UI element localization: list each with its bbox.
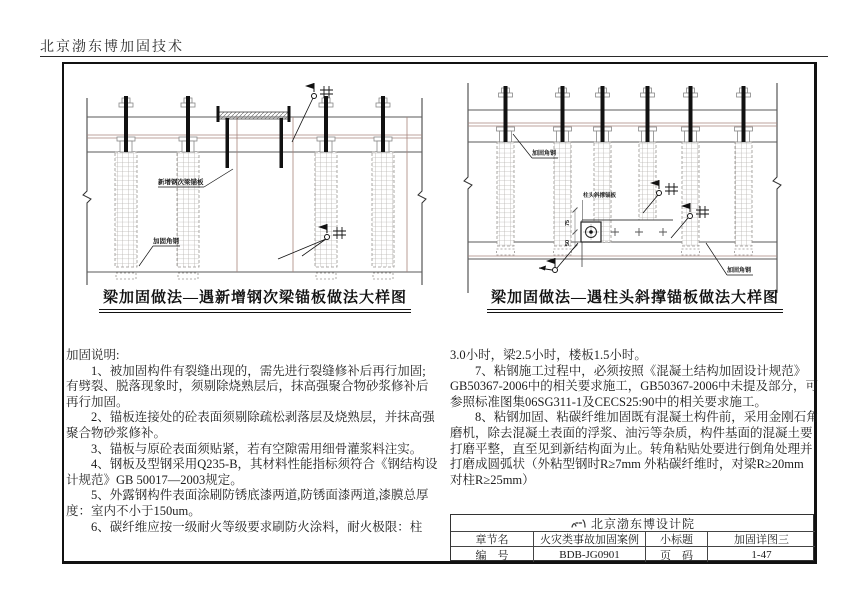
- anchor-bolts: [497, 86, 753, 142]
- note-line: 4、钢板及型钢采用Q235-B，其材料性能指标须符合《钢结构设: [66, 457, 438, 472]
- note-line: GB50367-2006中的相关要求施工，GB50367-2006中未提及部分，可: [450, 379, 819, 394]
- secondary-beam-anchor-plate: [217, 106, 291, 168]
- note-line: 3、锚板与原砼表面须贴紧，若有空隙需用细骨灌浆料注实。: [66, 441, 423, 456]
- notes-title: 加固说明:: [66, 348, 120, 362]
- note-line: 磨机，除去混凝土表面的浮浆、油污等杂质，构件基面的混凝土要: [450, 425, 813, 440]
- institute-name: 北京渤东博设计院: [590, 516, 695, 531]
- note-line: 度：室内不小于150um。: [66, 503, 201, 518]
- svg-text:柱头斜撑锚板: 柱头斜撑锚板: [583, 193, 617, 199]
- weld-symbol-icon: [539, 243, 578, 273]
- note-line: 参照标准图集06SG311-1及CECS25:90中的相关要求施工。: [450, 394, 767, 409]
- sheet-header-title: 北京渤东博加固技术: [40, 40, 184, 55]
- note-line: 5、外露钢构件表面涂刷防锈底漆两道,防锈面漆两道,漆膜总厚: [66, 488, 429, 503]
- note-line: 有劈裂、脱落现象时，须剔除烧熟层后，抹高强聚合物砂浆修补后: [66, 379, 429, 394]
- institute-row: [451, 515, 815, 531]
- left-diagram-caption: 梁加固做法—遇新增钢次梁锚板做法大样图: [62, 286, 448, 313]
- break-line-left: [464, 83, 472, 293]
- note-line: 3.0小时，梁2.5小时，楼板1.5小时。: [450, 348, 647, 362]
- break-line-left: [83, 98, 91, 285]
- note-line: 1、被加固构件有裂缝出现的，需先进行裂缝修补后再行加固;: [66, 363, 426, 378]
- number-label: 编 号: [451, 546, 533, 562]
- note-line: 对柱R≥25mm）: [450, 472, 535, 487]
- anchor-bolts: [117, 96, 392, 152]
- note-line: 聚合物砂浆修补。: [66, 425, 167, 440]
- page-value: 1-47: [707, 546, 815, 562]
- note-line: 8、粘钢加固、粘碳纤维加固既有混凝土构件前，采用金刚石角: [450, 410, 819, 425]
- svg-text:加固角钢: 加固角钢: [532, 151, 557, 157]
- anchor-plate-strips: [497, 142, 753, 255]
- note-line: 计规范》GB 50017—2003规定。: [66, 472, 243, 487]
- institute-logo-icon: [571, 518, 587, 529]
- header-rule: [40, 56, 828, 57]
- chapter-label: 章节名: [451, 531, 533, 546]
- subtitle-label: 小标题: [645, 531, 707, 546]
- note-line: 6、碳纤维应按一级耐火等级要求刷防火涂料，耐火极限：柱: [66, 519, 423, 534]
- note-line: 打磨平整，直至见到新结构面为止。转角粘贴处要进行倒角处理并: [450, 441, 813, 456]
- label-angle-steel: [139, 236, 180, 266]
- svg-text:75: 75: [565, 219, 571, 226]
- subtitle-value: 加固详图三: [707, 531, 815, 546]
- title-block: [450, 514, 814, 561]
- label-angle-steel-top: [513, 134, 558, 158]
- left-detail-drawing: [62, 70, 448, 318]
- svg-text:50: 50: [565, 239, 571, 246]
- svg-text:加固角钢: 加固角钢: [727, 268, 752, 274]
- note-line: 2、锚板连接处的砼表面须剔除疏松剥落层及烧熟层，并抹高强: [66, 410, 435, 425]
- break-line-right: [418, 98, 426, 285]
- reinforcement-notes-right: [450, 348, 828, 488]
- anchor-plate-strips: [115, 152, 394, 279]
- number-value: BDB-JG0901: [533, 546, 645, 562]
- column-head-brace-bracket: [581, 220, 673, 267]
- svg-text:新增钢次梁锚板: 新增钢次梁锚板: [158, 179, 204, 186]
- break-line-right: [773, 83, 781, 293]
- chapter-value: 火灾类事故加固案例: [533, 531, 645, 546]
- note-line: 打磨成圆弧状（外粘型钢时R≥7mm 外粘碳纤维时，对梁R≥20mm: [450, 457, 804, 472]
- right-detail-drawing: [455, 70, 815, 318]
- right-diagram-caption: 梁加固做法—遇柱头斜撑锚板做法大样图: [455, 286, 815, 313]
- reinforcement-notes-left: [66, 348, 446, 535]
- page-label: 页 码: [645, 546, 707, 562]
- note-line: 7、粘钢施工过程中，必须按照《混凝土结构加固设计规范》: [450, 363, 807, 378]
- svg-text:加固角钢: 加固角钢: [153, 238, 179, 245]
- note-line: 再行加固。: [66, 394, 129, 409]
